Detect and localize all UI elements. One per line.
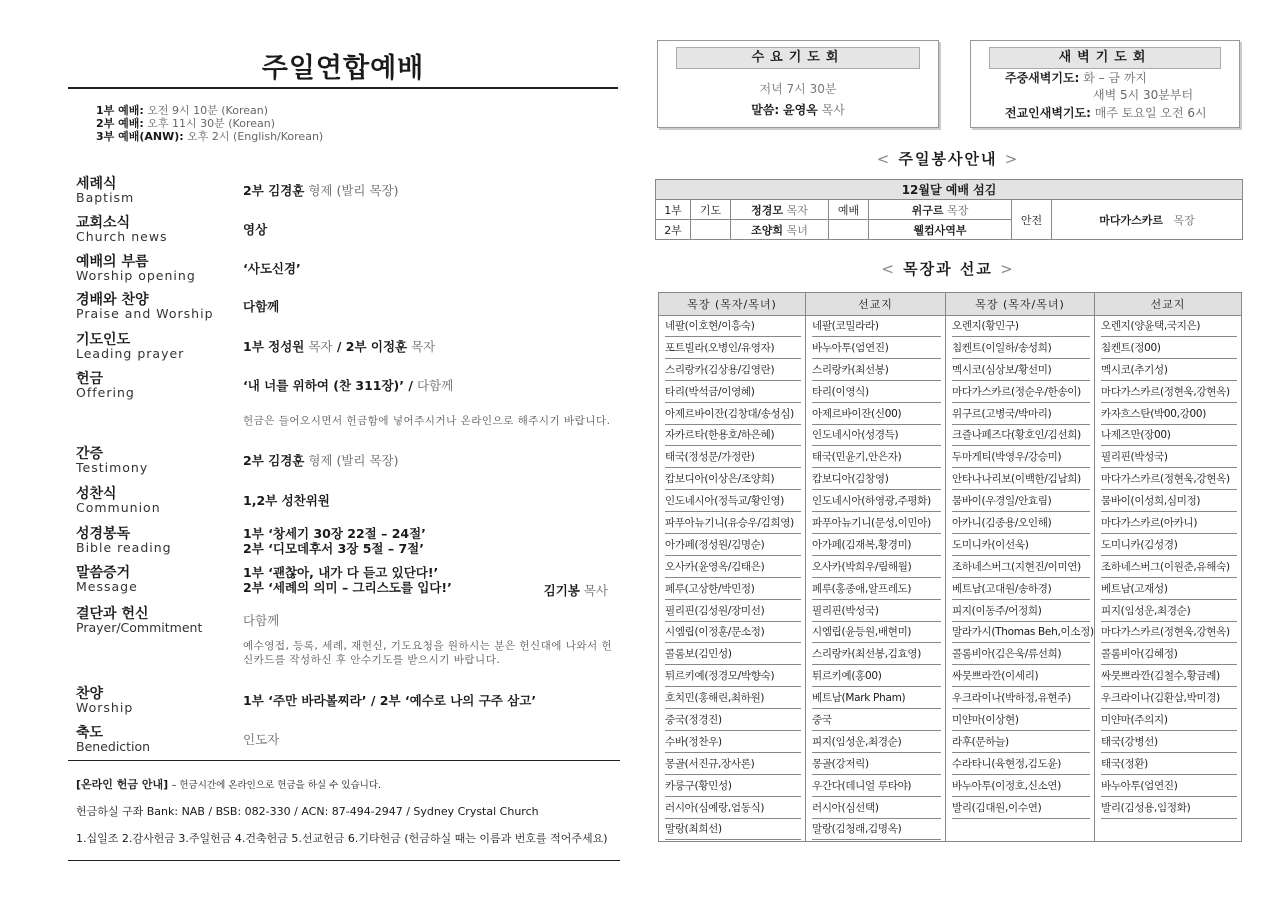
mission-section-title: < 목장과 선교 > <box>881 260 1015 278</box>
table-cell <box>806 382 946 404</box>
cell-text: 튀르키예(홍00) <box>812 667 941 687</box>
table-cell <box>659 513 806 535</box>
cell-text: 싸뭇쁘라깐(김철수,황금례) <box>1101 667 1237 687</box>
cell-text: 콜롬비아(김은욱/류선희) <box>952 645 1090 665</box>
table-cell <box>946 557 1095 579</box>
cell-text: 파푸아뉴기니(유승우/김희영) <box>665 514 801 534</box>
table-cell <box>806 732 946 754</box>
table-cell <box>1095 644 1242 666</box>
mission-header: 목장 (목자/목녀) <box>946 293 1095 316</box>
table-cell <box>659 425 806 447</box>
cell-text: 시엠립(이정훈/문소정) <box>665 623 801 643</box>
online-offering-info: [온라인 헌금 안내] – 헌금시간에 온라인으로 헌금을 하실 수 있습니다. 헌금하실 구좌 Bank: NAB / BSB: 082-330 / ACN: 87-494-2947 / Sydney Crystal Church 1.십일조 2.감사헌금 3.주일헌금 4.건축헌금 5.선교헌금 6.기타헌금 (헌금하실 때는 이름과 번호를 적어주세요) <box>76 776 621 857</box>
commitment-note: 예수영접, 등록, 세례, 재헌신, 기도요청을 원하시는 분은 헌신대에 나와서 헌신카드를 작성하신 후 안수기도를 받으시기 바랍니다. <box>243 640 613 666</box>
cell-text: 태국(정환) <box>1101 755 1237 775</box>
cell-text: 미얀마(이상현) <box>952 711 1090 731</box>
table-cell <box>659 688 806 710</box>
cell-text: 튀르키예(정경모/박향숙) <box>665 667 801 687</box>
mission-header: 선교지 <box>806 293 946 316</box>
table-row <box>659 798 1242 820</box>
service-times <box>96 104 323 143</box>
cell-text: 오사카(윤영옥/김태은) <box>665 558 801 578</box>
cell-text: 인도네시아(정득교/황인영) <box>665 492 801 512</box>
cell-text: 스리랑카(김상용/김영란) <box>665 361 801 381</box>
title-divider <box>68 87 618 89</box>
cell-text: 필리핀(박성국) <box>812 602 941 622</box>
service-table: 12월달 예배 섬김 1부 기도 정경모 목자 예배 위구르 목장 안전 마다가스카르 목장 2부 조양희 목녀 웰컴사역부 <box>655 179 1243 240</box>
table-cell <box>806 754 946 776</box>
cell-text: 필리핀(김성원/장미선) <box>665 602 801 622</box>
table-cell <box>946 338 1095 360</box>
table-row <box>659 819 1242 841</box>
table-cell <box>1095 798 1242 820</box>
cell-text: 러시아(심선택) <box>812 799 941 819</box>
table-cell <box>1095 491 1242 513</box>
online-bottom-rule <box>68 860 620 861</box>
cell-text: 태국(강병선) <box>1101 733 1237 753</box>
cell-text: 침켄트(정00) <box>1101 339 1237 359</box>
table-cell <box>946 776 1095 798</box>
cell-text: 말랑(최희선) <box>665 820 801 840</box>
online-top-rule <box>68 760 620 761</box>
table-cell <box>659 404 806 426</box>
table-row <box>659 338 1242 360</box>
table-cell <box>806 425 946 447</box>
table-cell <box>806 798 946 820</box>
cell-text: 몽골(강저릭) <box>812 755 941 775</box>
offering-types: 1.십일조 2.감사헌금 3.주일헌금 4.건축헌금 5.선교헌금 6.기타헌금 (헌금하실 때는 이름과 번호를 적어주세요) <box>76 832 608 845</box>
cell-text: 스리랑카(최선봉,김효영) <box>812 645 941 665</box>
cell-text: 바누아투(엄연진) <box>812 339 941 359</box>
cell-text: 페루(홍종애,알프레도) <box>812 580 941 600</box>
table-cell <box>659 798 806 820</box>
table-cell <box>946 360 1095 382</box>
table-cell <box>946 710 1095 732</box>
cell-text: 오렌지(황민구) <box>952 317 1090 337</box>
cell-text: 도미니카(김성경) <box>1101 536 1237 556</box>
cell-text: 수바(정찬우) <box>665 733 801 753</box>
table-row <box>659 579 1242 601</box>
cell-text: 몽골(서진규,장사론) <box>665 755 801 775</box>
table-cell <box>806 666 946 688</box>
table-row <box>659 513 1242 535</box>
table-row <box>659 644 1242 666</box>
table-cell <box>946 513 1095 535</box>
table-cell <box>1095 776 1242 798</box>
table-cell <box>946 754 1095 776</box>
table-cell <box>1095 601 1242 623</box>
table-cell <box>806 688 946 710</box>
table-cell <box>1095 819 1242 841</box>
table-cell <box>659 360 806 382</box>
cell-text: 미얀마(주의지) <box>1101 711 1237 731</box>
cell-text: 바누아투(이정호,신소연) <box>952 777 1090 797</box>
cell-text: 콜롬보(김민성) <box>665 645 801 665</box>
cell-text: 자카르타(한용호/하은혜) <box>665 426 801 446</box>
service-section-title: < 주일봉사안내 > <box>876 150 1020 168</box>
cell-text: 콜롬비아(김혜정) <box>1101 645 1237 665</box>
table-cell <box>1095 535 1242 557</box>
table-cell <box>946 382 1095 404</box>
cell-text: 나제즈만(장00) <box>1101 426 1237 446</box>
cell-text: 위구르(고병국/박마리) <box>952 405 1090 425</box>
table-cell <box>946 404 1095 426</box>
table-cell <box>946 798 1095 820</box>
table-cell <box>1095 360 1242 382</box>
table-cell <box>659 338 806 360</box>
table-cell <box>1095 513 1242 535</box>
cell-text: 중국 <box>812 711 941 731</box>
cell-text: 발리(김성용,임정화) <box>1101 799 1237 819</box>
cell-text: 캄보디아(김창영) <box>812 470 941 490</box>
cell-text: 러시아(심예랑,엄동식) <box>665 799 801 819</box>
table-row <box>659 447 1242 469</box>
cell-text: 아카니(김종용/오인해) <box>952 514 1090 534</box>
cell-text: 크즐나페즈다(황호인/김선희) <box>952 426 1090 446</box>
cell-text: 캄보디아(이상은/조양희) <box>665 470 801 490</box>
table-cell <box>659 469 806 491</box>
table-cell <box>806 819 946 841</box>
table-cell <box>659 754 806 776</box>
table-cell <box>1095 622 1242 644</box>
table-row <box>659 491 1242 513</box>
cell-text: 뭄바이(이성희,심미정) <box>1101 492 1237 512</box>
table-cell <box>806 469 946 491</box>
cell-text: 조하네스버그(이원준,유해숙) <box>1101 558 1237 578</box>
table-cell <box>946 579 1095 601</box>
table-cell <box>946 425 1095 447</box>
cell-text: 침켄트(이일하/송성희) <box>952 339 1090 359</box>
service-time-2: 2부 예배: 오후 11시 30분 (Korean) <box>96 117 275 130</box>
cell-text: 스리랑카(최선봉) <box>812 361 941 381</box>
table-row <box>659 732 1242 754</box>
table-cell <box>659 819 806 841</box>
cell-text: 타리(이영식) <box>812 383 941 403</box>
table-row <box>659 688 1242 710</box>
table-cell <box>659 447 806 469</box>
cell-text: 카룽구(황민성) <box>665 777 801 797</box>
table-cell <box>806 644 946 666</box>
table-cell <box>946 819 1095 841</box>
table-row <box>659 776 1242 798</box>
table-cell <box>659 316 806 338</box>
table-cell <box>806 557 946 579</box>
table-cell <box>806 404 946 426</box>
wednesday-prayer-box: 수요기도회 저녁 7시 30분 말씀: 윤영옥 목사 <box>657 40 939 128</box>
table-row <box>659 710 1242 732</box>
table-cell <box>806 360 946 382</box>
table-cell <box>1095 404 1242 426</box>
table-row <box>659 404 1242 426</box>
cell-text: 우크라이나(박하정,유현주) <box>952 689 1090 709</box>
cell-text: 타리(박석금/이영혜) <box>665 383 801 403</box>
page-title: 주일연합예배 <box>261 53 425 84</box>
table-cell <box>806 491 946 513</box>
table-cell <box>1095 469 1242 491</box>
table-row <box>659 469 1242 491</box>
cell-text: 마다가스카르(정현욱,강현옥) <box>1101 383 1237 403</box>
cell-text: 뭄바이(우경일/안효림) <box>952 492 1090 512</box>
table-cell <box>1095 732 1242 754</box>
mission-table-body <box>659 316 1242 842</box>
offering-note: 헌금은 들어오시면서 헌금함에 넣어주시거나 온라인으로 해주시기 바랍니다. <box>243 415 611 427</box>
cell-text: 안타나나리보(이백한/김남희) <box>952 470 1090 490</box>
cell-text: 중국(정경진) <box>665 711 801 731</box>
cell-text: 인도네시아(하영광,주평화) <box>812 492 941 512</box>
table-row <box>659 360 1242 382</box>
table-cell <box>659 622 806 644</box>
service-time-1: 1부 예배: 오전 9시 10분 (Korean) <box>96 104 268 117</box>
mission-header: 목장 (목자/목녀) <box>659 293 806 316</box>
table-cell <box>659 732 806 754</box>
table-row <box>659 382 1242 404</box>
cell-text: 포트빌라(오병인/유영자) <box>665 339 801 359</box>
cell-text: 멕시코(심상보/황선미) <box>952 361 1090 381</box>
table-cell <box>946 644 1095 666</box>
table-row <box>659 425 1242 447</box>
cell-text: 카자흐스탄(박00,강00) <box>1101 405 1237 425</box>
table-cell <box>946 601 1095 623</box>
cell-text: 마다가스카르(정현욱,강현옥) <box>1101 623 1237 643</box>
table-cell <box>1095 557 1242 579</box>
cell-text: 피지(이동주/어정희) <box>952 602 1090 622</box>
cell-text: 페루(고상한/박민정) <box>665 580 801 600</box>
table-cell <box>1095 338 1242 360</box>
table-cell <box>806 710 946 732</box>
cell-text: 베트남(고재성) <box>1101 580 1237 600</box>
cell-text: 도미니카(이선욱) <box>952 536 1090 556</box>
cell-text: 아가페(김재복,황경미) <box>812 536 941 556</box>
cell-text: 아제르바이잔(신00) <box>812 405 941 425</box>
cell-text: 아가페(정성원/김명순) <box>665 536 801 556</box>
table-cell <box>946 447 1095 469</box>
table-cell <box>806 338 946 360</box>
cell-text: 파푸아뉴기니(문성,이민아) <box>812 514 941 534</box>
cell-text: 바누아투(엄연진) <box>1101 777 1237 797</box>
cell-text: 수라타니(육현정,김도윤) <box>952 755 1090 775</box>
table-row <box>659 622 1242 644</box>
cell-text: 필리핀(박성국) <box>1101 448 1237 468</box>
cell-text: 시엠립(윤등원,배현미) <box>812 623 941 643</box>
table-cell <box>806 513 946 535</box>
table-row <box>659 316 1242 338</box>
table-cell <box>946 491 1095 513</box>
cell-text: 마다가스카르(정현욱,강현옥) <box>1101 470 1237 490</box>
table-cell <box>806 601 946 623</box>
cell-text: 오사카(박희우/림해월) <box>812 558 941 578</box>
table-cell <box>1095 425 1242 447</box>
cell-text: 조하네스버그(지현진/이미연) <box>952 558 1090 578</box>
table-cell <box>806 622 946 644</box>
cell-text: 네팔(이호현/이흥숙) <box>665 317 801 337</box>
cell-text: 멕시코(추기성) <box>1101 361 1237 381</box>
cell-text: 싸뭇쁘라깐(이세리) <box>952 667 1090 687</box>
cell-text: 베트남(고대원/송하경) <box>952 580 1090 600</box>
table-cell <box>946 622 1095 644</box>
cell-text: 아제르바이잔(김창대/송성심) <box>665 405 801 425</box>
table-cell <box>659 557 806 579</box>
cell-text: 말랑(김청래,김명옥) <box>812 820 941 840</box>
table-row <box>659 754 1242 776</box>
table-cell <box>1095 688 1242 710</box>
table-cell <box>659 710 806 732</box>
table-row <box>659 535 1242 557</box>
table-cell <box>946 732 1095 754</box>
service-row-2: 2부 조양희 목녀 웰컴사역부 <box>656 220 1243 240</box>
table-cell <box>806 776 946 798</box>
service-row-1: 1부 기도 정경모 목자 예배 위구르 목장 안전 마다가스카르 목장 <box>656 200 1243 220</box>
table-cell <box>946 469 1095 491</box>
table-cell <box>1095 666 1242 688</box>
cell-text: 태국(정성문/가정란) <box>665 448 801 468</box>
table-cell <box>1095 382 1242 404</box>
table-cell <box>946 535 1095 557</box>
cell-text: 네팔(코밀라라) <box>812 317 941 337</box>
table-row <box>659 557 1242 579</box>
cell-text: 호치민(홍해린,최하원) <box>665 689 801 709</box>
table-cell <box>659 776 806 798</box>
table-cell <box>659 491 806 513</box>
table-row <box>659 601 1242 623</box>
mission-header: 선교지 <box>1095 293 1242 316</box>
table-cell <box>1095 579 1242 601</box>
table-cell <box>659 644 806 666</box>
cell-text: 마다가스카르(아카니) <box>1101 514 1237 534</box>
table-cell <box>806 447 946 469</box>
cell-text: 태국(민윤기,안은자) <box>812 448 941 468</box>
cell-text: 말라가시(Thomas Beh,이소정) <box>952 623 1090 643</box>
table-cell <box>659 579 806 601</box>
table-cell <box>946 666 1095 688</box>
cell-text: 피지(임성운,최경순) <box>812 733 941 753</box>
service-time-3: 3부 예배(ANW): 오후 2시 (English/Korean) <box>96 130 324 143</box>
table-cell <box>659 666 806 688</box>
table-cell <box>659 535 806 557</box>
table-cell <box>659 601 806 623</box>
table-cell <box>946 688 1095 710</box>
cell-text: 피지(임성운,최경순) <box>1101 602 1237 622</box>
table-row <box>659 666 1242 688</box>
bank-account: 헌금하실 구좌 Bank: NAB / BSB: 082-330 / ACN: 87-494-2947 / Sydney Crystal Church <box>76 805 539 818</box>
cell-text: 라후(문하늘) <box>952 733 1090 753</box>
table-cell <box>659 382 806 404</box>
table-cell <box>806 579 946 601</box>
cell-text: 오렌지(양윤택,국지은) <box>1101 317 1237 337</box>
cell-text: 발리(김대원,이수연) <box>952 799 1090 819</box>
table-cell <box>1095 447 1242 469</box>
dawn-prayer-box: 새벽기도회 주중새벽기도: 화 – 금 까지 새벽 5시 30분부터 전교인새벽기도: 매주 토요일 오전 6시 <box>970 40 1240 128</box>
cell-text: 두마게티(박영우/강승미) <box>952 448 1090 468</box>
table-cell <box>1095 754 1242 776</box>
table-cell <box>1095 316 1242 338</box>
table-cell <box>806 316 946 338</box>
cell-text: 우간다(데니얼 루타야) <box>812 777 941 797</box>
cell-text: 베트남(Mark Pham) <box>812 689 941 709</box>
table-cell <box>946 316 1095 338</box>
table-cell <box>806 535 946 557</box>
mission-table <box>658 292 1242 842</box>
cell-text: 우크라이나(김환삼,박미경) <box>1101 689 1237 709</box>
cell-text: 마다가스카르(정순우/한송이) <box>952 383 1090 403</box>
table-cell <box>1095 710 1242 732</box>
cell-text: 인도네시아(성경득) <box>812 426 941 446</box>
